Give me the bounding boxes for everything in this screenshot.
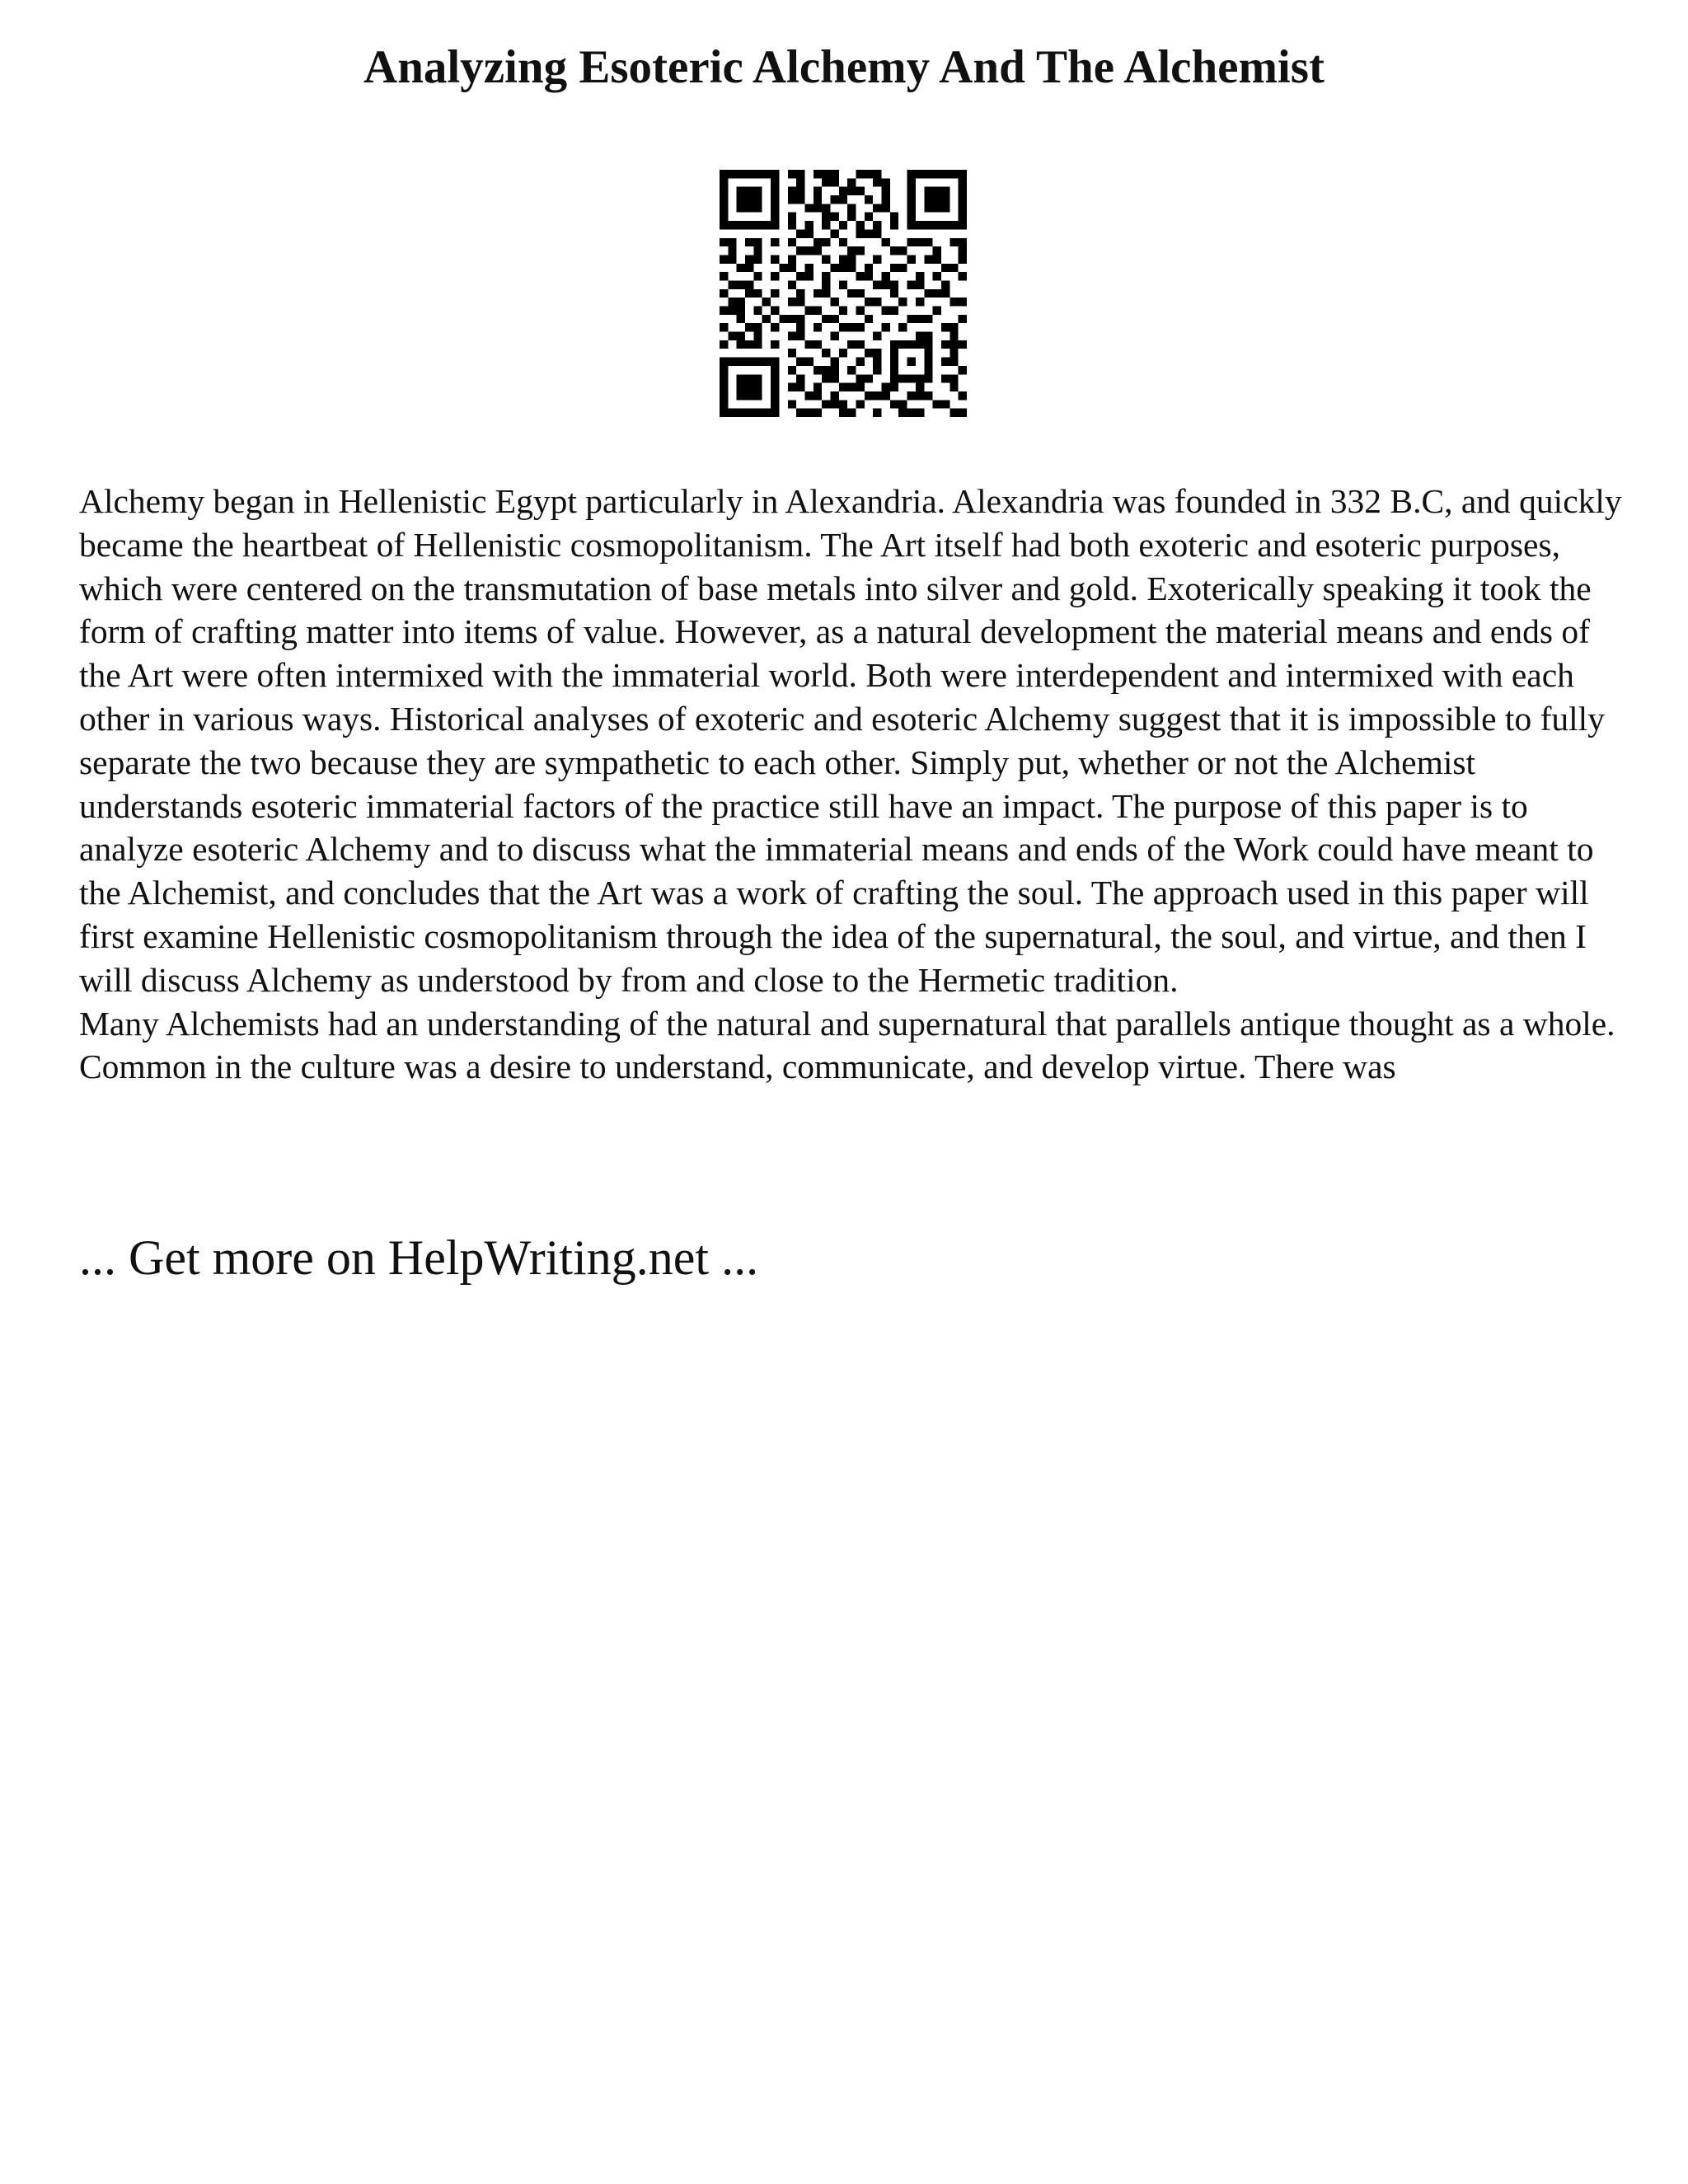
page-title: Analyzing Esoteric Alchemy And The Alchemist	[363, 41, 1325, 93]
paragraph: Alchemy began in Hellenistic Egypt particularly in Alexandria. Alexandria was founded in 332 B.C, and quickly became the heartbeat of Hellenistic cosmopolitanism. The Art itself had both exoteric and esoteric purposes, which were centered on the transmutation of base metals into silver and gold. Exoterically speaking it took the form of crafting matter into items of value. However, as a natural development the material means and ends of the Art were often intermixed with the immaterial world. Both were interdependent and intermixed with each other in various ways. Historical analyses of exoteric and esoteric Alchemy suggest that it is impossible to fully separate the two because they are sympathetic to each other. Simply put, whether or not the Alchemist understands esoteric immaterial factors of the practice still have an impact. The purpose of this paper is to analyze esoteric Alchemy and to discuss what the immaterial means and ends of the Work could have meant to the Alchemist, and concludes that the Art was a work of crafting the soul. The approach used in this paper will first examine Hellenistic cosmopolitanism through the idea of the supernatural, the soul, and virtue, and then I will discuss Alchemy as understood by from and close to the Hermetic tradition.	[79, 482, 1622, 999]
paragraph: Many Alchemists had an understanding of the natural and supernatural that parallels antique thought as a whole. Common in the culture was a desire to understand, communicate, and develop virtue. There was	[79, 1004, 1615, 1086]
article-body	[79, 480, 1629, 1089]
qr-code-icon	[720, 170, 967, 417]
get-more-link[interactable]: ... Get more on HelpWriting.net ...	[79, 1230, 759, 1285]
